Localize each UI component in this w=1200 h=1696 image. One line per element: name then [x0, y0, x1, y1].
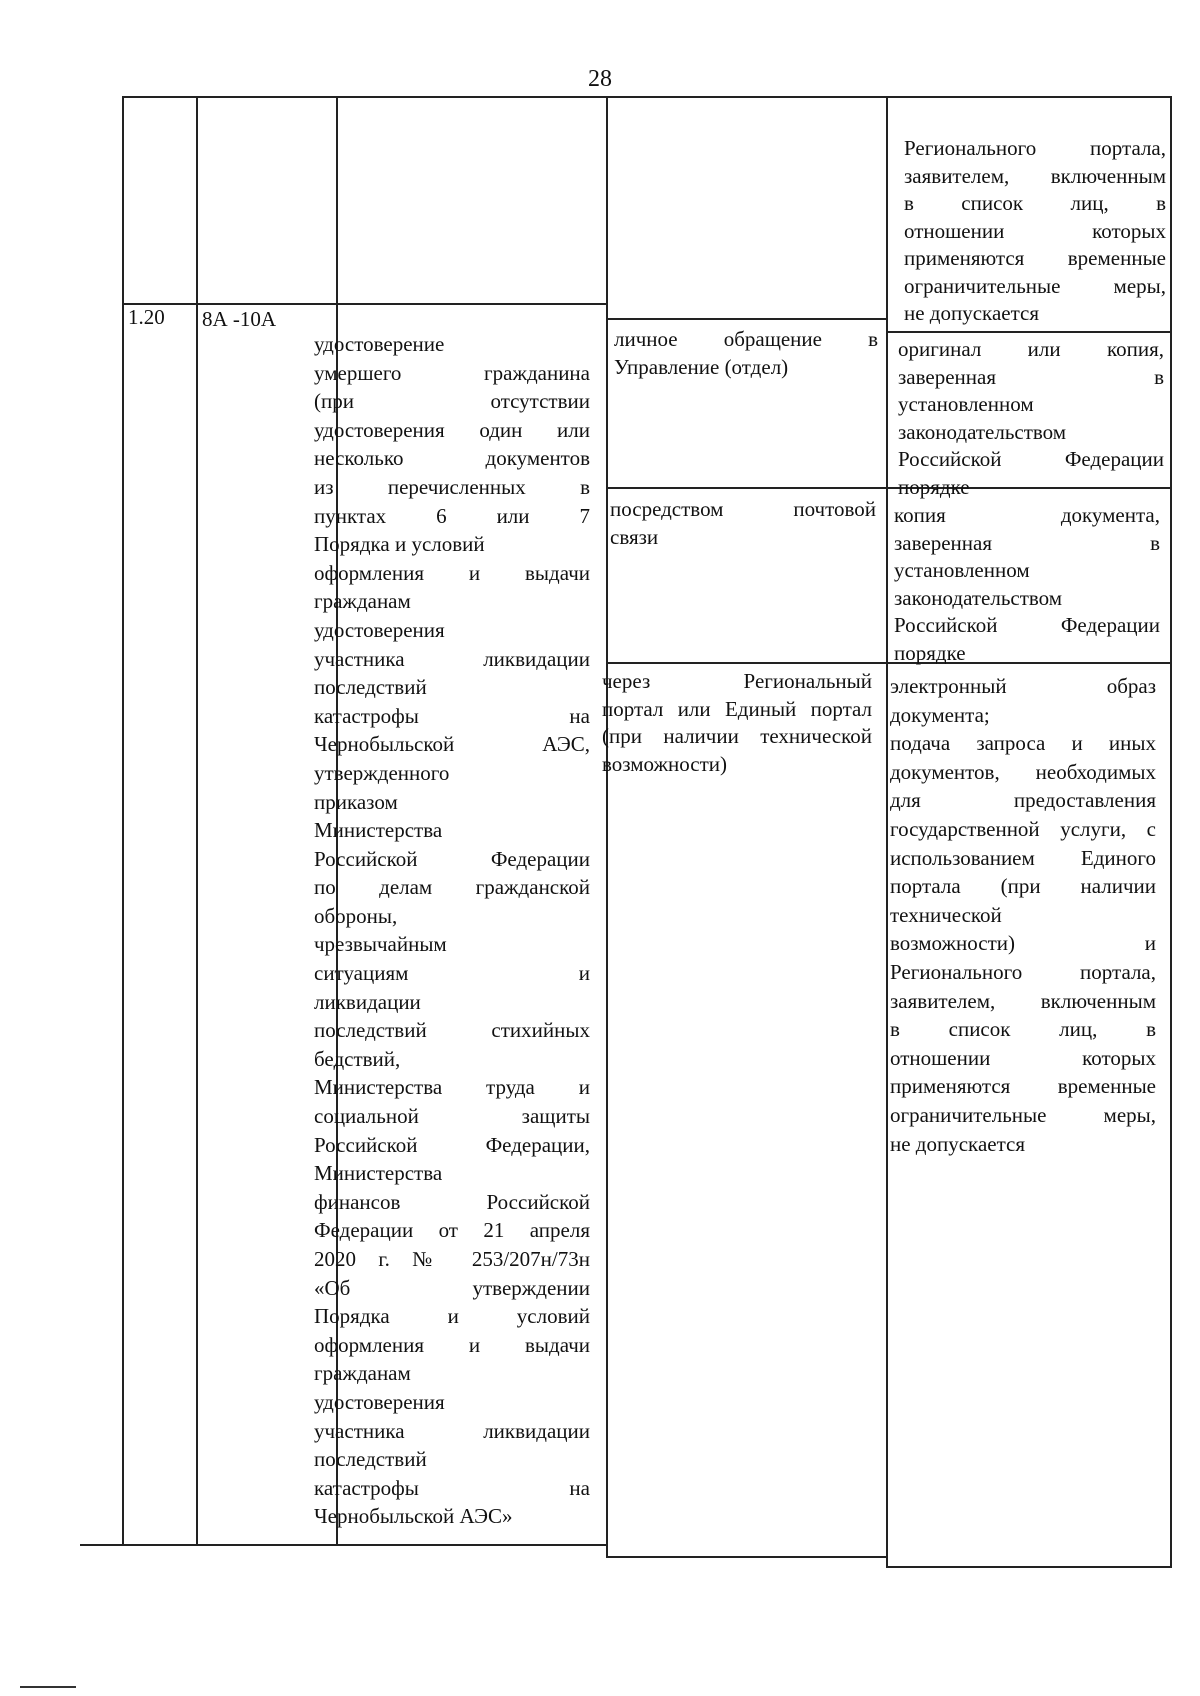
- text-line: применяются временные: [890, 1074, 1156, 1099]
- text-line: установленном: [898, 392, 1034, 416]
- text-line: применяются временные: [904, 246, 1166, 270]
- text-line: (при отсутствии: [314, 389, 590, 414]
- column-divider-3: [606, 96, 608, 1558]
- submission-method-cell: [610, 496, 876, 551]
- page-number: 28: [588, 66, 612, 92]
- table-right-border: [1170, 96, 1172, 1566]
- text-line: возможности): [602, 751, 728, 776]
- text-line: чрезвычайным: [314, 932, 447, 957]
- text-line: посредством почтовой: [610, 497, 876, 521]
- text-line: по делам гражданской: [314, 875, 590, 900]
- text-line: государственной услуги, с: [890, 816, 1156, 841]
- text-line: обороны,: [314, 903, 398, 928]
- text-line: портал или Единый портал: [602, 696, 872, 721]
- text-line: Регионального портала,: [890, 959, 1156, 984]
- text-line: участника ликвидации: [314, 646, 590, 671]
- text-line: в список лиц, в: [904, 191, 1166, 215]
- text-line: Российской Федерации: [894, 613, 1160, 637]
- text-line: Федерации от 21 апреля: [314, 1218, 590, 1243]
- row-number: 1.20: [128, 305, 165, 329]
- submission-method-cell: [614, 326, 878, 381]
- text-line: участника ликвидации: [314, 1418, 590, 1443]
- text-line: Российской Федерации: [314, 846, 590, 871]
- text-line: социальной защиты: [314, 1104, 590, 1129]
- text-line: ограничительные меры,: [904, 273, 1166, 298]
- text-line: заявителем, включенным: [890, 988, 1156, 1013]
- text-line: использованием Единого: [890, 845, 1156, 870]
- text-line: удостоверения: [314, 1389, 445, 1414]
- text-line: Российской Федерации: [898, 447, 1164, 471]
- text-line: гражданам: [314, 589, 411, 614]
- text-line: бедствий,: [314, 1046, 401, 1071]
- text-line: финансов Российской: [314, 1189, 590, 1214]
- text-line: последствий: [314, 1447, 427, 1472]
- text-line: оригинал или копия,: [898, 337, 1164, 361]
- text-line: оформления и выдачи: [314, 1332, 590, 1357]
- text-line: удостоверения: [314, 617, 445, 642]
- table-bottom-border-far-right: [886, 1566, 1172, 1568]
- text-line: возможности) и: [890, 931, 1156, 956]
- text-line: Порядка и условий: [314, 1304, 590, 1329]
- text-line: катастрофы на: [314, 1475, 590, 1500]
- text-line: «Об утверждении: [314, 1275, 590, 1300]
- text-line: законодательством: [898, 419, 1067, 444]
- footer-rule: [20, 1686, 76, 1688]
- column-divider-4: [886, 96, 888, 1566]
- text-line: не допускается: [890, 1131, 1025, 1156]
- text-line: в список лиц, в: [890, 1017, 1156, 1042]
- text-line: пунктах 6 или 7: [314, 503, 590, 528]
- text-line: портала (при наличии: [890, 874, 1156, 899]
- text-line: Министерства: [314, 818, 443, 843]
- text-line: личное обращение в: [614, 327, 878, 351]
- text-line: документов, необходимых: [890, 759, 1156, 784]
- text-line: последствий стихийных: [314, 1018, 590, 1043]
- text-line: (при наличии технической: [602, 724, 872, 748]
- text-line: Чернобыльской АЭС»: [314, 1504, 513, 1529]
- text-line: Регионального портала,: [904, 136, 1166, 160]
- row-code: 8А -10А: [202, 307, 277, 331]
- text-line: заверенная в: [898, 364, 1164, 389]
- text-line: утвержденного: [314, 760, 450, 785]
- text-line: для предоставления: [890, 788, 1156, 813]
- text-line: не допускается: [904, 301, 1039, 325]
- text-line: 2020 г. № 253/207н/73н: [314, 1247, 590, 1271]
- text-line: последствий: [314, 675, 427, 700]
- submission-method-cell: [602, 668, 872, 778]
- text-line: копия документа,: [894, 503, 1160, 527]
- table-top-border: [122, 96, 1172, 98]
- text-line: ликвидации: [314, 989, 421, 1014]
- text-line: Министерства труда и: [314, 1075, 590, 1100]
- document-description-cell: [314, 330, 590, 1531]
- text-line: через Региональный: [602, 669, 872, 693]
- document-form-cell: [898, 336, 1164, 501]
- text-line: ограничительные меры,: [890, 1102, 1156, 1127]
- text-line: Российской Федерации,: [314, 1132, 590, 1157]
- document-form-cell: [890, 672, 1156, 1158]
- document-form-cell: [894, 502, 1160, 667]
- text-line: порядке: [898, 474, 970, 499]
- text-line: заверенная в: [894, 530, 1160, 555]
- text-line: отношении которых: [904, 218, 1166, 243]
- text-line: умершего гражданина: [314, 360, 590, 385]
- text-line: порядке: [894, 640, 966, 665]
- text-line: из перечисленных в: [314, 474, 590, 499]
- text-line: связи: [610, 524, 659, 549]
- column-divider-1: [196, 96, 198, 1546]
- text-line: заявителем, включенным: [904, 163, 1166, 188]
- text-line: приказом: [314, 789, 398, 814]
- table-bottom-border: [80, 1544, 608, 1546]
- text-line: электронный образ: [890, 674, 1156, 698]
- row-divider: [122, 303, 606, 305]
- method-divider-1: [606, 318, 886, 320]
- text-line: технической: [890, 902, 1002, 927]
- table-bottom-border-right: [606, 1556, 888, 1558]
- text-line: удостоверения один или: [314, 417, 590, 442]
- text-line: подача запроса и иных: [890, 731, 1156, 756]
- text-line: гражданам: [314, 1361, 411, 1386]
- text-line: Чернобыльской АЭС,: [314, 732, 590, 757]
- continuation-result-cell: [904, 135, 1166, 328]
- text-line: Порядка и условий: [314, 532, 485, 557]
- text-line: удостоверение: [314, 332, 445, 356]
- continuation-divider: [886, 331, 1172, 333]
- text-line: несколько документов: [314, 446, 590, 471]
- text-line: ситуациям и: [314, 961, 590, 986]
- text-line: документа;: [890, 702, 990, 727]
- text-line: оформления и выдачи: [314, 560, 590, 585]
- text-line: Министерства: [314, 1161, 443, 1186]
- text-line: установленном: [894, 558, 1030, 582]
- text-line: катастрофы на: [314, 703, 590, 728]
- text-line: Управление (отдел): [614, 354, 789, 379]
- table-left-border: [122, 96, 124, 1546]
- text-line: отношении которых: [890, 1045, 1156, 1070]
- text-line: законодательством: [894, 585, 1063, 610]
